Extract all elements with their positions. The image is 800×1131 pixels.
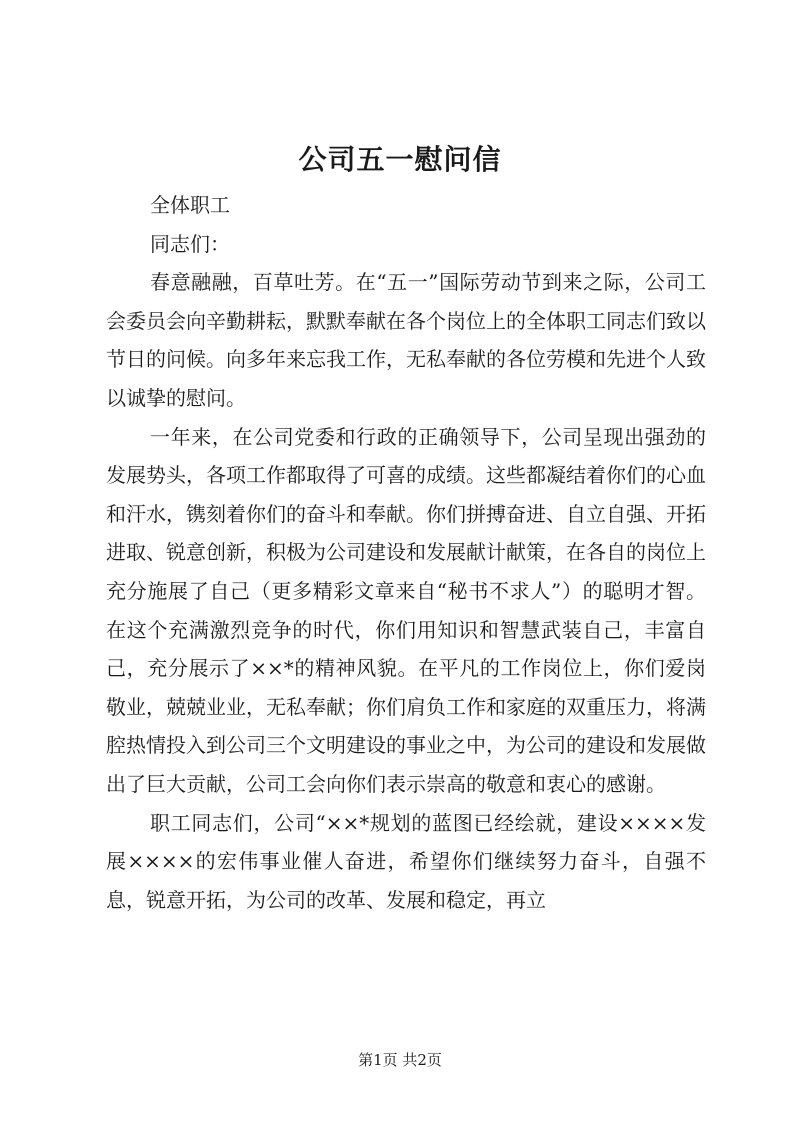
page-footer: 第1页 共2页 (358, 1051, 442, 1069)
salutation-line-2: 同志们： (150, 231, 230, 256)
page-title: 公司五一慰问信 (298, 143, 502, 176)
paragraph-1: 春意融融，百草吐芳。在“五一”国际劳动节到来之际，公司工会委员会向辛勤耕耘，默默奉献在各个岗位上的全体职工同志们致以节日的问候。向多年来忘我工作，无私奉献的各位劳模和先进个人致以诚挚的慰问。 (106, 270, 706, 410)
letter-body (106, 186, 706, 919)
paragraph-3: 职工同志们，公司“××*规划的蓝图已经绘就，建设××××发展××××的宏伟事业催人奋进，希望你们继续努力奋斗，自强不息，锐意开拓，为公司的改革、发展和稳定，再立 (106, 810, 706, 912)
salutation-line-1: 全体职工 (150, 193, 230, 217)
paragraph-2: 一年来，在公司党委和行政的正确领导下，公司呈现出强劲的发展势头，各项工作都取得了可喜的成绩。这些都凝结着你们的心血和汗水，镌刻着你们的奋斗和奉献。你们拼搏奋进、自立自强、开拓进取、锐意创新，积极为公司建设和发展献计献策，在各自的岗位上充分施展了自己（更多精彩文章来自“秘书不求人”）的聪明才智。在这个充满激烈竞争的时代，你们用知识和智慧武装自己，丰富自己，充分展示了××*的精神风貌。在平凡的工作岗位上，你们爱岗敬业，兢兢业业，无私奉献；你们肩负工作和家庭的双重压力，将满腔热情投入到公司三个文明建设的事业之中，为公司的建设和发展做出了巨大贡献，公司工会向你们表示崇高的敬意和衷心的感谢。 (106, 424, 706, 796)
